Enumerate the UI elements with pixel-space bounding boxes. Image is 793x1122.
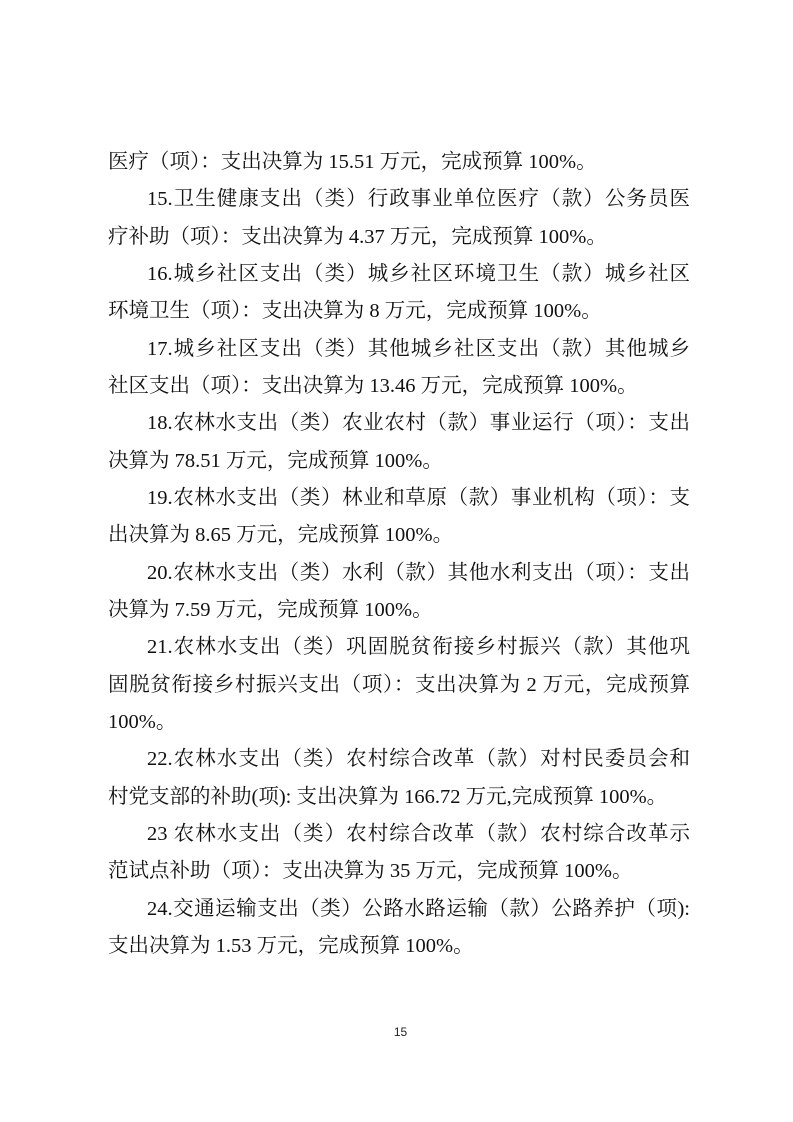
page-number: 15 (393, 1025, 408, 1039)
text-line: 21.农林水支出（类）巩固脱贫衔接乡村振兴（款）其他巩 (147, 636, 690, 659)
text-line: 固脱贫衔接乡村振兴支出（项）：支出决算为 2 万元，完成预算 (108, 673, 690, 696)
paragraph-18 (108, 405, 690, 480)
paragraph-20 (108, 555, 690, 630)
text-line: 23 农林水支出（类）农村综合改革（款）农村综合改革示 (147, 822, 690, 845)
text-line: 医疗（项）：支出决算为 15.51 万元，完成预算 100%。 (108, 151, 597, 173)
text-line: 决算为 7.59 万元，完成预算 100%。 (108, 598, 433, 621)
text-line: 环境卫生（项）：支出决算为 8 万元，完成预算 100%。 (108, 300, 602, 323)
text-line: 24.交通运输支出（类）公路水路运输（款）公路养护（项): (147, 897, 690, 920)
text-line: 22.农林水支出（类）农村综合改革（款）对村民委员会和 (147, 748, 690, 771)
text-line: 20.农林水支出（类）水利（款）其他水利支出（项）：支出 (147, 561, 690, 584)
text-line: 村党支部的补助(项): 支出决算为 166.72 万元,完成预算 100%。 (108, 785, 668, 808)
text-line: 19.农林水支出（类）林业和草原（款）事业机构（项）：支 (147, 486, 690, 509)
paragraph-24 (108, 891, 690, 966)
text-line: 出决算为 8.65 万元，完成预算 100%。 (108, 524, 454, 547)
paragraph-15 (108, 181, 690, 256)
paragraph-23 (108, 816, 690, 891)
text-line: 社区支出（项）：支出决算为 13.46 万元，完成预算 100%。 (108, 374, 638, 397)
text-line: 100%。 (108, 710, 177, 733)
text-line: 疗补助（项）：支出决算为 4.37 万元，完成预算 100%。 (108, 225, 607, 248)
text-line: 16.城乡社区支出（类）城乡社区环境卫生（款）城乡社区 (147, 262, 690, 285)
paragraph-21 (108, 629, 690, 741)
paragraph-14-continuation (108, 144, 690, 181)
paragraph-17 (108, 331, 690, 406)
body-text (108, 144, 690, 965)
text-line: 15.卫生健康支出（类）行政事业单位医疗（款）公务员医 (147, 188, 690, 211)
text-line: 支出决算为 1.53 万元，完成预算 100%。 (108, 934, 474, 957)
paragraph-16 (108, 256, 690, 331)
text-line: 18.农林水支出（类）农业农村（款）事业运行（项）：支出 (147, 412, 690, 435)
paragraph-22 (108, 741, 690, 816)
text-line: 范试点补助（项）：支出决算为 35 万元，完成预算 100%。 (108, 860, 633, 883)
text-line: 决算为 78.51 万元，完成预算 100%。 (108, 449, 443, 472)
paragraph-19 (108, 480, 690, 555)
text-line: 17.城乡社区支出（类）其他城乡社区支出（款）其他城乡 (147, 337, 690, 360)
